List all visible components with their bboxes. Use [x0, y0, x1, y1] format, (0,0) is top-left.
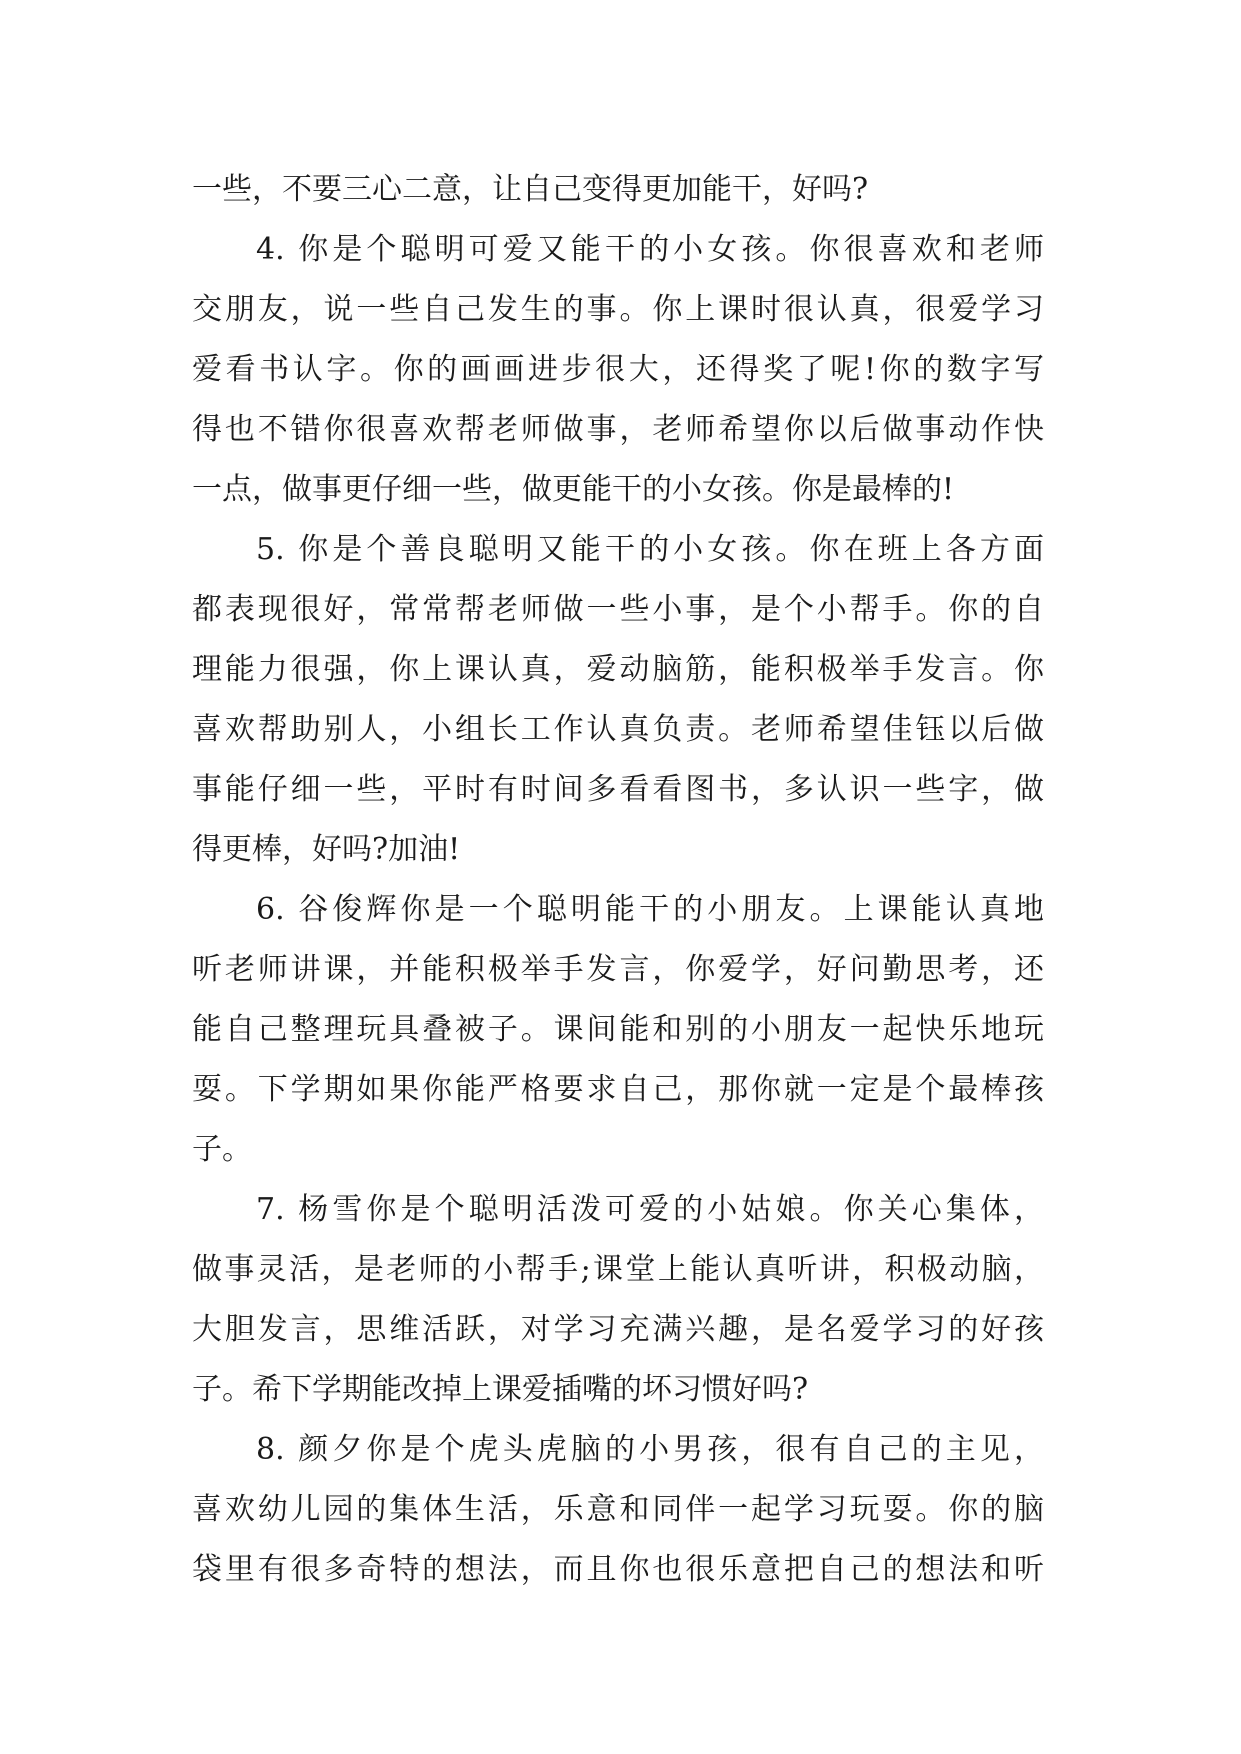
text-line: 得也不错你很喜欢帮老师做事，老师希望你以后做事动作快 — [192, 412, 1044, 447]
text-line: 一点，做事更仔细一些，做更能干的小女孩。你是最棒的! — [192, 472, 955, 507]
text-line: 都表现很好，常常帮老师做一些小事，是个小帮手。你的自 — [192, 592, 1044, 627]
text-line: 耍。下学期如果你能严格要求自己，那你就一定是个最棒孩 — [192, 1072, 1044, 1107]
text-line: 喜欢帮助别人，小组长工作认真负责。老师希望佳钰以后做 — [192, 712, 1044, 747]
text-line: 能自己整理玩具叠被子。课间能和别的小朋友一起快乐地玩 — [192, 1012, 1044, 1047]
text-line: 爱看书认字。你的画画进步很大，还得奖了呢!你的数字写 — [192, 352, 1044, 387]
text-line: 6. 谷俊辉你是一个聪明能干的小朋友。上课能认真地 — [256, 892, 1044, 927]
text-line: 大胆发言，思维活跃，对学习充满兴趣，是名爱学习的好孩 — [192, 1312, 1044, 1347]
text-line: 5. 你是个善良聪明又能干的小女孩。你在班上各方面 — [256, 532, 1044, 567]
body-text — [192, 160, 1044, 1600]
text-line: 袋里有很多奇特的想法，而且你也很乐意把自己的想法和听 — [192, 1552, 1044, 1587]
text-line: 一些，不要三心二意，让自己变得更加能干，好吗? — [192, 172, 869, 207]
text-line: 听老师讲课，并能积极举手发言，你爱学，好问勤思考，还 — [192, 952, 1044, 987]
text-line: 子。希下学期能改掉上课爱插嘴的坏习惯好吗? — [192, 1372, 809, 1407]
text-line: 事能仔细一些，平时有时间多看看图书，多认识一些字，做 — [192, 772, 1044, 807]
text-line: 交朋友，说一些自己发生的事。你上课时很认真，很爱学习 — [192, 292, 1044, 327]
text-line: 7. 杨雪你是个聪明活泼可爱的小姑娘。你关心集体， — [256, 1192, 1044, 1227]
text-line: 做事灵活，是老师的小帮手;课堂上能认真听讲，积极动脑， — [192, 1252, 1044, 1287]
text-line: 喜欢幼儿园的集体生活，乐意和同伴一起学习玩耍。你的脑 — [192, 1492, 1044, 1527]
text-line: 得更棒，好吗?加油! — [192, 832, 461, 867]
text-line: 8. 颜夕你是个虎头虎脑的小男孩，很有自己的主见， — [256, 1432, 1044, 1467]
text-line: 理能力很强，你上课认真，爱动脑筋，能积极举手发言。你 — [192, 652, 1044, 687]
text-line: 4. 你是个聪明可爱又能干的小女孩。你很喜欢和老师 — [256, 232, 1044, 267]
text-line: 子。 — [192, 1132, 252, 1167]
